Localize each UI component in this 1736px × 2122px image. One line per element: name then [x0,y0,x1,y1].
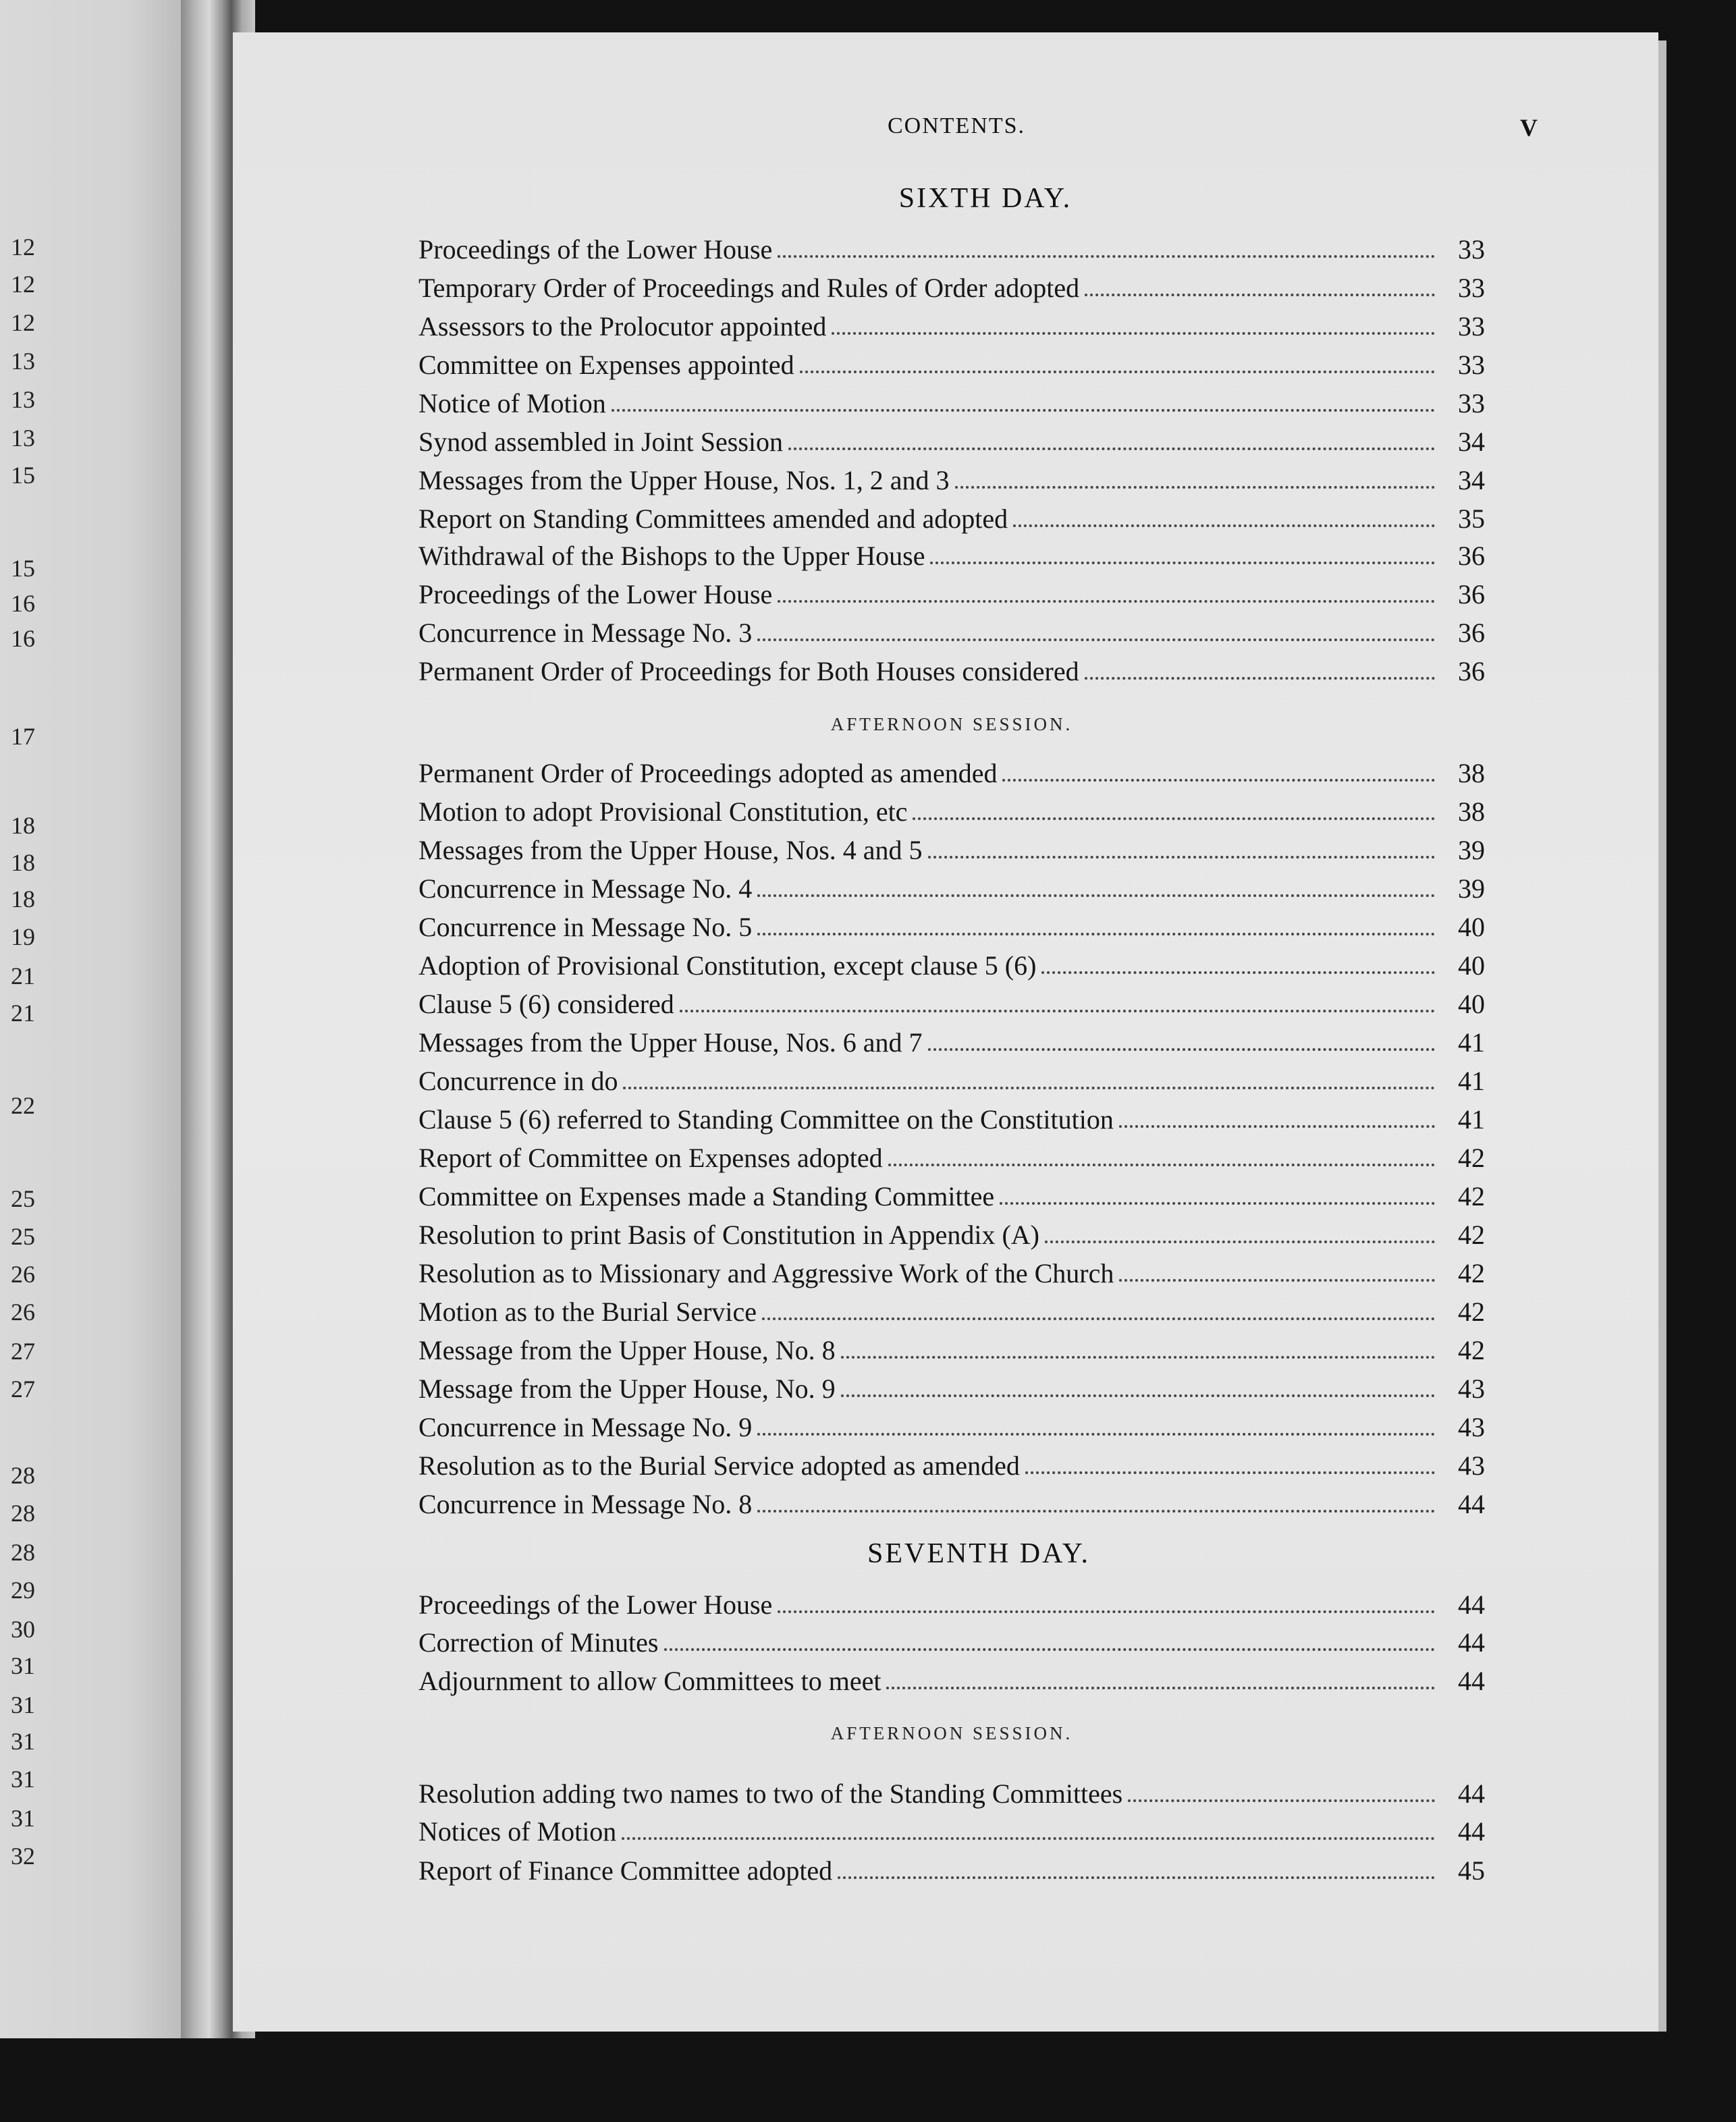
margin-page-number: 16 [11,625,35,652]
entry-page-number: 41 [1458,1104,1485,1135]
entry-page-number: 36 [1458,541,1485,571]
dot-leader [788,447,1435,450]
dot-leader [757,1433,1435,1436]
contents-entry [418,867,1485,902]
margin-page-number: 15 [11,555,35,582]
entry-title: Committee on Expenses made a Standing Committee [418,1181,995,1212]
margin-page-number: 12 [11,271,35,298]
entry-title: Report of Committee on Expenses adopted [418,1143,883,1173]
contents-entry [418,1137,1485,1172]
dot-leader [778,600,1435,603]
dot-leader [1025,1471,1435,1474]
entry-page-number: 39 [1458,873,1485,904]
entry-title: Notice of Motion [418,388,606,418]
dot-leader [1045,1241,1435,1243]
dot-leader [955,486,1435,489]
entry-title: Messages from the Upper House, Nos. 4 and 5 [418,835,923,865]
margin-page-number: 17 [11,723,35,750]
dot-leader [623,1087,1435,1089]
dot-leader [1128,1799,1435,1802]
dot-leader [913,817,1435,820]
entry-title: Proceedings of the Lower House [418,1589,773,1620]
entry-title: Permanent Order of Proceedings adopted as amended [418,758,998,788]
entry-page-number: 38 [1458,796,1485,827]
margin-page-number: 19 [11,923,35,950]
entry-title: Motion to adopt Provisional Constitution, etc [418,796,908,827]
entry-page-number: 33 [1458,350,1485,380]
entry-page-number: 44 [1458,1816,1485,1847]
dot-leader [1119,1125,1435,1128]
entry-page-number: 42 [1458,1258,1485,1288]
entry-page-number: 33 [1458,234,1485,265]
entry-title: Permanent Order of Proceedings for Both Houses considered [418,656,1079,686]
dot-leader [930,562,1435,564]
dot-leader [622,1837,1435,1840]
section-title: SIXTH DAY. [898,183,1073,214]
entry-title: Report of Finance Committee adopted [418,1855,833,1886]
dot-leader [1085,294,1435,296]
entry-page-number: 43 [1458,1450,1485,1481]
entry-title: Withdrawal of the Bishops to the Upper House [418,541,925,571]
margin-page-number: 21 [11,962,35,989]
entry-title: Adjournment to allow Committees to meet [418,1666,881,1696]
entry-page-number: 35 [1458,504,1485,534]
contents-entry [418,1483,1485,1518]
entry-title: Resolution as to Missionary and Aggressive Work of the Church [418,1258,1114,1288]
contents-entry [418,1214,1485,1249]
entry-title: Correction of Minutes [418,1627,659,1658]
margin-page-number: 27 [11,1376,35,1403]
contents-entry [418,1290,1485,1326]
contents-entry [418,1021,1485,1056]
page-folio: V [1520,114,1538,141]
contents-entry [418,906,1485,941]
margin-page-number: 31 [11,1805,35,1832]
contents-entry [418,1098,1485,1133]
margin-page-number: 32 [11,1843,35,1870]
margin-page-number: 12 [11,309,35,336]
dot-leader [664,1648,1436,1651]
dot-leader [778,255,1435,258]
entry-title: Proceedings of the Lower House [418,579,773,609]
dot-leader [886,1687,1435,1689]
entry-title: Adoption of Provisional Constitution, except clause 5 (6) [418,950,1037,981]
entry-title: Temporary Order of Proceedings and Rules of Order adopted [418,273,1080,303]
entry-page-number: 40 [1458,912,1485,942]
page-edge [1658,40,1666,2032]
entry-title: Synod assembled in Joint Session [418,427,784,457]
entry-page-number: 41 [1458,1066,1485,1096]
entry-title: Clause 5 (6) considered [418,989,674,1019]
entry-page-number: 36 [1458,618,1485,648]
entry-title: Concurrence in Message No. 9 [418,1412,753,1442]
left-page-numbers [0,0,181,2038]
contents-entry [418,459,1485,494]
contents-entry [418,983,1485,1018]
margin-page-number: 13 [11,386,35,413]
dot-leader [757,933,1435,935]
contents-entry [418,1367,1485,1403]
entry-page-number: 39 [1458,835,1485,865]
entry-title: Resolution to print Basis of Constitution in Appendix (A) [418,1220,1039,1250]
entry-title: Resolution as to the Burial Service adopted as amended [418,1450,1020,1481]
entry-page-number: 42 [1458,1335,1485,1365]
entry-title: Concurrence in Message No. 5 [418,912,753,942]
contents-entry [418,1406,1485,1441]
dot-leader [800,371,1435,373]
margin-page-number: 26 [11,1299,35,1326]
entry-title: Notices of Motion [418,1816,617,1847]
entry-page-number: 33 [1458,311,1485,342]
margin-page-number: 30 [11,1616,35,1643]
dot-leader [757,1510,1435,1513]
contents-entry [418,267,1485,302]
entry-page-number: 42 [1458,1143,1485,1173]
contents-entry [418,382,1485,417]
entry-page-number: 44 [1458,1589,1485,1620]
contents-entry [418,420,1485,456]
dot-leader [928,856,1435,859]
entry-page-number: 34 [1458,465,1485,495]
dot-leader [762,1317,1435,1320]
entry-title: Motion as to the Burial Service [418,1297,757,1327]
dot-leader [1085,677,1435,680]
contents-entry [418,611,1485,647]
margin-page-number: 12 [11,234,35,261]
margin-page-number: 16 [11,590,35,617]
entry-page-number: 42 [1458,1297,1485,1327]
contents-entry [418,1810,1485,1845]
contents-entry [418,1444,1485,1479]
margin-page-number: 31 [11,1691,35,1718]
margin-page-number: 25 [11,1185,35,1212]
entry-page-number: 44 [1458,1778,1485,1809]
section-title: SEVENTH DAY. [867,1538,1091,1569]
dot-leader [1119,1279,1435,1282]
contents-entry [418,1660,1485,1695]
contents-entry [418,497,1485,533]
dot-leader [1002,779,1435,782]
entry-page-number: 36 [1458,656,1485,686]
contents-entry [418,535,1485,570]
contents-entry [418,1329,1485,1364]
dot-leader [680,1010,1435,1012]
entry-page-number: 36 [1458,579,1485,609]
margin-page-number: 15 [11,462,35,489]
dot-leader [1000,1202,1435,1205]
dot-leader [838,1876,1435,1879]
margin-page-number: 13 [11,348,35,375]
dot-leader [832,332,1435,335]
entry-title: Assessors to the Prolocutor appointed [418,311,827,342]
contents-entry [418,1175,1485,1210]
entry-title: Proceedings of the Lower House [418,234,773,265]
margin-page-number: 13 [11,425,35,452]
dot-leader [778,1610,1435,1613]
entry-title: Concurrence in Message No. 8 [418,1489,753,1519]
dot-leader [841,1356,1435,1359]
entry-title: Concurrence in Message No. 4 [418,873,753,904]
entry-title: Message from the Upper House, No. 8 [418,1335,836,1365]
margin-page-number: 29 [11,1577,35,1604]
entry-page-number: 43 [1458,1412,1485,1442]
margin-page-number: 31 [11,1728,35,1755]
margin-page-number: 31 [11,1766,35,1793]
entry-title: Committee on Expenses appointed [418,350,794,380]
entry-page-number: 33 [1458,273,1485,303]
entry-page-number: 45 [1458,1855,1485,1886]
entry-title: Resolution adding two names to two of the Standing Committees [418,1778,1123,1809]
dot-leader [757,638,1435,641]
entry-title: Concurrence in Message No. 3 [418,618,753,648]
dot-leader [1013,524,1435,527]
entry-title: Clause 5 (6) referred to Standing Committee on the Constitution [418,1104,1114,1135]
margin-page-number: 28 [11,1462,35,1489]
contents-entry [418,344,1485,379]
section-title: AFTERNOON SESSION. [830,714,1073,734]
entry-page-number: 44 [1458,1627,1485,1658]
contents-entry [418,650,1485,685]
contents-entry [418,1252,1485,1287]
margin-page-number: 28 [11,1500,35,1527]
entry-title: Messages from the Upper House, Nos. 6 and 7 [418,1027,923,1058]
margin-page-number: 28 [11,1539,35,1566]
dot-leader [888,1164,1435,1166]
contents-entry [418,944,1485,979]
entry-page-number: 41 [1458,1027,1485,1058]
entry-page-number: 40 [1458,950,1485,981]
left-page [0,0,181,2038]
contents-entry [418,829,1485,864]
contents-entry [418,1772,1485,1807]
contents-entry [418,1849,1485,1884]
dot-leader [1041,971,1435,974]
entry-title: Message from the Upper House, No. 9 [418,1373,836,1404]
entry-page-number: 33 [1458,388,1485,418]
entry-page-number: 40 [1458,989,1485,1019]
margin-page-number: 25 [11,1223,35,1250]
entry-title: Report on Standing Committees amended and adopted [418,504,1008,534]
margin-page-number: 18 [11,812,35,839]
contents-entry [418,1621,1485,1656]
dot-leader [612,409,1435,412]
running-head: CONTENTS. [888,113,1026,138]
entry-title: Messages from the Upper House, Nos. 1, 2 and 3 [418,465,950,495]
dot-leader [928,1048,1435,1051]
entry-title: Concurrence in do [418,1066,618,1096]
contents-entry [418,790,1485,825]
section-title: AFTERNOON SESSION. [830,1723,1073,1743]
contents-entry [418,752,1485,787]
dot-leader [757,894,1435,897]
dot-leader [841,1394,1435,1397]
margin-page-number: 27 [11,1338,35,1365]
contents-entry [418,1583,1485,1618]
entry-page-number: 44 [1458,1489,1485,1519]
entry-page-number: 34 [1458,427,1485,457]
margin-page-number: 21 [11,1000,35,1027]
margin-page-number: 26 [11,1261,35,1288]
margin-page-number: 18 [11,886,35,913]
entry-page-number: 38 [1458,758,1485,788]
margin-page-number: 18 [11,849,35,876]
margin-page-number: 31 [11,1652,35,1679]
entry-page-number: 42 [1458,1181,1485,1212]
contents-entry [418,305,1485,340]
contents-entry [418,1060,1485,1095]
margin-page-number: 22 [11,1092,35,1119]
entry-page-number: 43 [1458,1373,1485,1404]
contents-entry [418,228,1485,263]
entry-page-number: 42 [1458,1220,1485,1250]
contents-entry [418,573,1485,608]
entry-page-number: 44 [1458,1666,1485,1696]
